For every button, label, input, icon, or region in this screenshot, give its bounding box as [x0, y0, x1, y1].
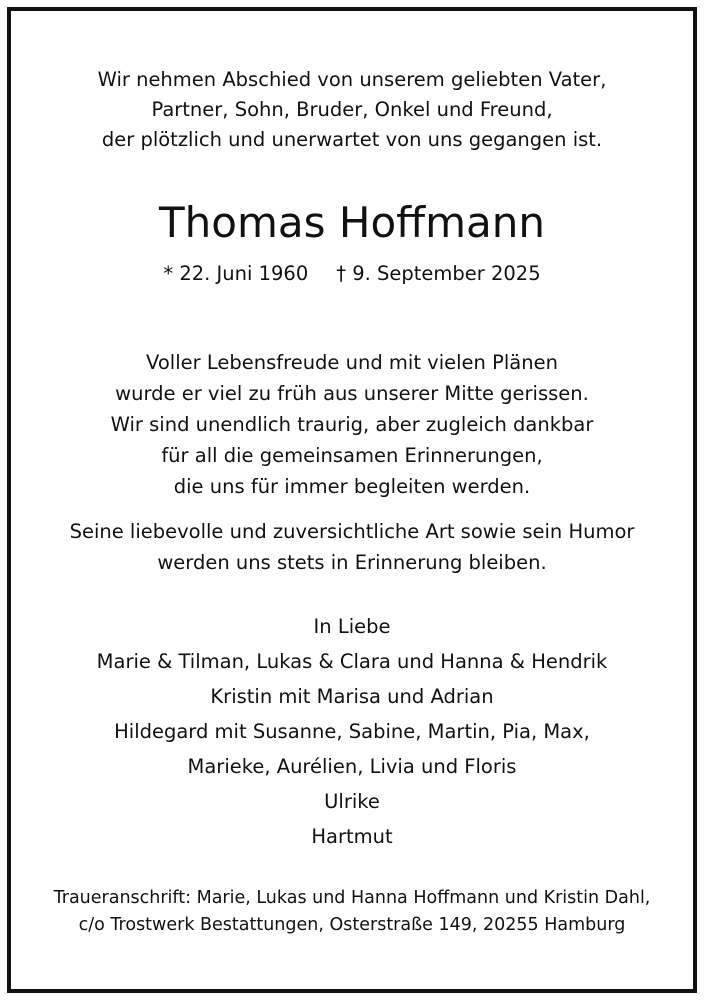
obituary-notice	[7, 7, 697, 993]
mourner-line: Kristin mit Marisa und Adrian	[210, 685, 494, 708]
deceased-name: Thomas Hoffmann	[159, 198, 545, 247]
poem-line: für all die gemeinsamen Erinnerungen,	[161, 444, 543, 467]
intro-text	[11, 65, 693, 155]
birth-date: * 22. Juni 1960	[163, 262, 309, 285]
poem-line: wurde er viel zu früh aus unserer Mitte gerissen.	[115, 382, 589, 405]
mourner-line: Ulrike	[324, 790, 380, 813]
death-date: † 9. September 2025	[336, 262, 541, 285]
intro-line: Wir nehmen Abschied von unserem geliebten Vater,	[97, 68, 607, 91]
mourner-line: Hildegard mit Susanne, Sabine, Martin, Pia, Max,	[114, 720, 590, 743]
poem-line: Wir sind unendlich traurig, aber zugleich dankbar	[110, 413, 594, 436]
mourner-line: Marie & Tilman, Lukas & Clara und Hanna & Hendrik	[96, 650, 608, 673]
poem-line: die uns für immer begleiten werden.	[173, 475, 531, 498]
mourners-heading: In Liebe	[313, 615, 391, 638]
mourners-list	[11, 609, 693, 854]
life-dates	[11, 259, 693, 289]
poem-line: Voller Lebensfreude und mit vielen Plänen	[146, 351, 558, 374]
memory-text	[11, 516, 693, 578]
mourner-line: Hartmut	[311, 825, 393, 848]
address-line: Traueranschrift: Marie, Lukas und Hanna Hoffmann und Kristin Dahl,	[53, 888, 651, 908]
poem-text	[11, 347, 693, 502]
mourner-line: Marieke, Aurélien, Livia und Floris	[187, 755, 517, 778]
intro-line: der plötzlich und unerwartet von uns gegangen ist.	[101, 128, 603, 151]
address-line: c/o Trostwerk Bestattungen, Osterstraße 149, 20255 Hamburg	[78, 915, 626, 935]
memory-line: Seine liebevolle und zuversichtliche Art sowie sein Humor	[69, 520, 635, 543]
memory-line: werden uns stets in Erinnerung bleiben.	[157, 551, 547, 574]
mourning-address	[11, 885, 693, 939]
intro-line: Partner, Sohn, Bruder, Onkel und Freund,	[151, 98, 553, 121]
